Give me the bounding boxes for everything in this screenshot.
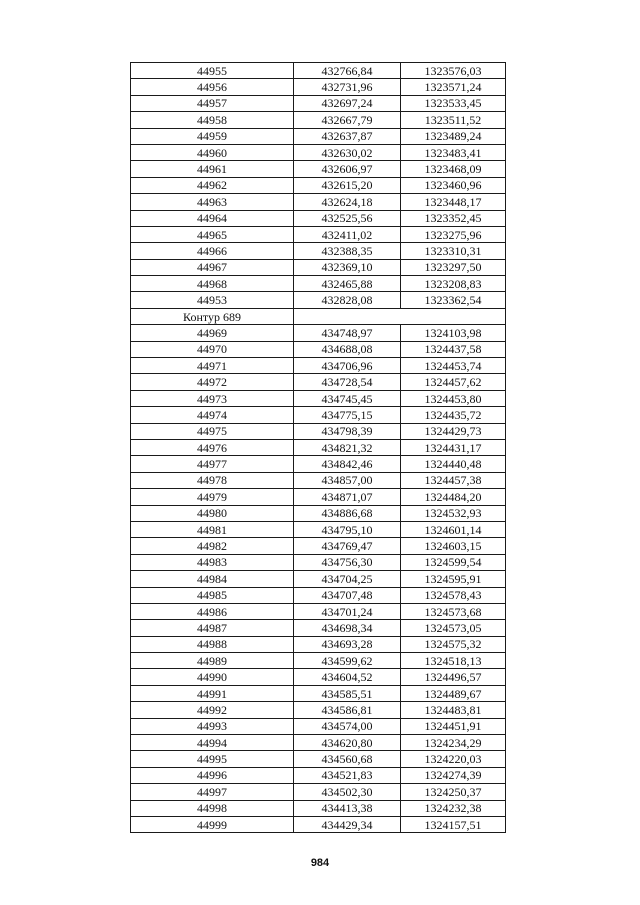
table-row (131, 128, 506, 144)
point-id-cell: 44987 (131, 620, 294, 636)
y-coordinate-cell: 1324599,54 (401, 554, 506, 570)
table-row (131, 702, 506, 718)
point-id-cell: 44973 (131, 390, 294, 406)
x-coordinate-cell: 434769,47 (294, 538, 401, 554)
table-row (131, 407, 506, 423)
x-coordinate-cell: 434798,39 (294, 423, 401, 439)
point-id-cell: 44998 (131, 800, 294, 816)
point-id-cell: 44958 (131, 112, 294, 128)
table-row (131, 341, 506, 357)
y-coordinate-cell: 1324431,17 (401, 439, 506, 455)
table-row (131, 784, 506, 800)
x-coordinate-cell: 434707,48 (294, 587, 401, 603)
x-coordinate-cell: 434688,08 (294, 341, 401, 357)
x-coordinate-cell: 432667,79 (294, 112, 401, 128)
x-coordinate-cell: 434429,34 (294, 816, 401, 832)
x-coordinate-cell: 432637,87 (294, 128, 401, 144)
point-id-cell: 44970 (131, 341, 294, 357)
point-id-cell: 44981 (131, 521, 294, 537)
point-id-cell: 44996 (131, 767, 294, 783)
x-coordinate-cell: 434698,34 (294, 620, 401, 636)
y-coordinate-cell: 1324453,74 (401, 358, 506, 374)
y-coordinate-cell: 1324603,15 (401, 538, 506, 554)
point-id-cell: 44968 (131, 276, 294, 292)
x-coordinate-cell: 432624,18 (294, 194, 401, 210)
y-coordinate-cell: 1324496,57 (401, 669, 506, 685)
x-coordinate-cell: 434560,68 (294, 751, 401, 767)
point-id-cell: 44964 (131, 210, 294, 226)
table-row (131, 79, 506, 95)
coordinates-table (130, 62, 506, 833)
y-coordinate-cell: 1324483,81 (401, 702, 506, 718)
table-row (131, 243, 506, 259)
coordinates-table-body (131, 63, 506, 833)
x-coordinate-cell: 432606,97 (294, 161, 401, 177)
point-id-cell: 44983 (131, 554, 294, 570)
table-row (131, 194, 506, 210)
x-coordinate-cell: 434574,00 (294, 718, 401, 734)
y-coordinate-cell: 1323576,03 (401, 63, 506, 79)
y-coordinate-cell: 1324573,05 (401, 620, 506, 636)
y-coordinate-cell: 1324250,37 (401, 784, 506, 800)
x-coordinate-cell: 434620,80 (294, 735, 401, 751)
point-id-cell: 44963 (131, 194, 294, 210)
x-coordinate-cell: 434775,15 (294, 407, 401, 423)
table-row (131, 587, 506, 603)
y-coordinate-cell: 1324437,58 (401, 341, 506, 357)
table-row (131, 112, 506, 128)
point-id-cell: 44955 (131, 63, 294, 79)
y-coordinate-cell: 1324103,98 (401, 325, 506, 341)
table-row (131, 390, 506, 406)
x-coordinate-cell: 434728,54 (294, 374, 401, 390)
table-row (131, 603, 506, 619)
table-row (131, 816, 506, 832)
point-id-cell: 44979 (131, 489, 294, 505)
table-row (131, 489, 506, 505)
y-coordinate-cell: 1323352,45 (401, 210, 506, 226)
point-id-cell: 44992 (131, 702, 294, 718)
x-coordinate-cell: 432731,96 (294, 79, 401, 95)
point-id-cell: 44965 (131, 226, 294, 242)
x-coordinate-cell: 434871,07 (294, 489, 401, 505)
point-id-cell: 44976 (131, 439, 294, 455)
table-row (131, 669, 506, 685)
point-id-cell: 44993 (131, 718, 294, 734)
table-row (131, 538, 506, 554)
y-coordinate-cell: 1324457,38 (401, 472, 506, 488)
table-row (131, 63, 506, 79)
point-id-cell: 44989 (131, 653, 294, 669)
point-id-cell: 44972 (131, 374, 294, 390)
table-row (131, 226, 506, 242)
y-coordinate-cell: 1323448,17 (401, 194, 506, 210)
table-row (131, 800, 506, 816)
x-coordinate-cell: 432630,02 (294, 144, 401, 160)
x-coordinate-cell: 432828,08 (294, 292, 401, 308)
point-id-cell: 44995 (131, 751, 294, 767)
table-row (131, 751, 506, 767)
y-coordinate-cell: 1323208,83 (401, 276, 506, 292)
table-row (131, 521, 506, 537)
point-id-cell: 44985 (131, 587, 294, 603)
y-coordinate-cell: 1324578,43 (401, 587, 506, 603)
x-coordinate-cell: 432766,84 (294, 63, 401, 79)
table-row (131, 259, 506, 275)
x-coordinate-cell: 432525,56 (294, 210, 401, 226)
y-coordinate-cell: 1324575,32 (401, 636, 506, 652)
y-coordinate-cell: 1324532,93 (401, 505, 506, 521)
table-row (131, 95, 506, 111)
point-id-cell: 44967 (131, 259, 294, 275)
table-row (131, 325, 506, 341)
y-coordinate-cell: 1324157,51 (401, 816, 506, 832)
point-id-cell: 44961 (131, 161, 294, 177)
point-id-cell: 44966 (131, 243, 294, 259)
table-row (131, 456, 506, 472)
point-id-cell: 44986 (131, 603, 294, 619)
y-coordinate-cell: 1324232,38 (401, 800, 506, 816)
x-coordinate-cell: 434413,38 (294, 800, 401, 816)
table-row (131, 161, 506, 177)
x-coordinate-cell: 432411,02 (294, 226, 401, 242)
x-coordinate-cell: 434886,68 (294, 505, 401, 521)
point-id-cell: 44994 (131, 735, 294, 751)
page-number: 984 (310, 857, 330, 869)
table-row (131, 423, 506, 439)
table-row (131, 177, 506, 193)
point-id-cell: 44997 (131, 784, 294, 800)
point-id-cell: 44977 (131, 456, 294, 472)
point-id-cell: 44984 (131, 571, 294, 587)
y-coordinate-cell: 1324220,03 (401, 751, 506, 767)
point-id-cell: 44974 (131, 407, 294, 423)
point-id-cell: 44999 (131, 816, 294, 832)
point-id-cell: 44988 (131, 636, 294, 652)
x-coordinate-cell: 434586,81 (294, 702, 401, 718)
y-coordinate-cell: 1324595,91 (401, 571, 506, 587)
empty-cell (401, 308, 506, 324)
table-row (131, 620, 506, 636)
y-coordinate-cell: 1324457,62 (401, 374, 506, 390)
table-row (131, 554, 506, 570)
y-coordinate-cell: 1323468,09 (401, 161, 506, 177)
x-coordinate-cell: 434842,46 (294, 456, 401, 472)
point-id-cell: 44962 (131, 177, 294, 193)
x-coordinate-cell: 432465,88 (294, 276, 401, 292)
table-row (131, 685, 506, 701)
y-coordinate-cell: 1324573,68 (401, 603, 506, 619)
table-row (131, 767, 506, 783)
point-id-cell: 44957 (131, 95, 294, 111)
x-coordinate-cell: 434704,25 (294, 571, 401, 587)
x-coordinate-cell: 434693,28 (294, 636, 401, 652)
y-coordinate-cell: 1324429,73 (401, 423, 506, 439)
table-row (131, 358, 506, 374)
x-coordinate-cell: 432615,20 (294, 177, 401, 193)
y-coordinate-cell: 1323489,24 (401, 128, 506, 144)
table-row (131, 571, 506, 587)
y-coordinate-cell: 1323362,54 (401, 292, 506, 308)
point-id-cell: 44971 (131, 358, 294, 374)
y-coordinate-cell: 1324234,29 (401, 735, 506, 751)
x-coordinate-cell: 434745,45 (294, 390, 401, 406)
x-coordinate-cell: 434795,10 (294, 521, 401, 537)
table-row (131, 292, 506, 308)
table-row (131, 653, 506, 669)
point-id-cell: 44978 (131, 472, 294, 488)
x-coordinate-cell: 434585,51 (294, 685, 401, 701)
table-row (131, 276, 506, 292)
table-row (131, 636, 506, 652)
x-coordinate-cell: 434521,83 (294, 767, 401, 783)
point-id-cell: 44959 (131, 128, 294, 144)
y-coordinate-cell: 1324274,39 (401, 767, 506, 783)
x-coordinate-cell: 432697,24 (294, 95, 401, 111)
y-coordinate-cell: 1323571,24 (401, 79, 506, 95)
table-row (131, 472, 506, 488)
section-label: Контур 689 (131, 308, 294, 324)
x-coordinate-cell: 432369,10 (294, 259, 401, 275)
y-coordinate-cell: 1323297,50 (401, 259, 506, 275)
y-coordinate-cell: 1324601,14 (401, 521, 506, 537)
y-coordinate-cell: 1324435,72 (401, 407, 506, 423)
table-row (131, 439, 506, 455)
section-header-row (131, 308, 506, 324)
y-coordinate-cell: 1323483,41 (401, 144, 506, 160)
y-coordinate-cell: 1323275,96 (401, 226, 506, 242)
x-coordinate-cell: 434756,30 (294, 554, 401, 570)
point-id-cell: 44990 (131, 669, 294, 685)
table-row (131, 718, 506, 734)
point-id-cell: 44960 (131, 144, 294, 160)
table-row (131, 505, 506, 521)
y-coordinate-cell: 1324440,48 (401, 456, 506, 472)
y-coordinate-cell: 1323460,96 (401, 177, 506, 193)
point-id-cell: 44991 (131, 685, 294, 701)
empty-cell (294, 308, 401, 324)
x-coordinate-cell: 432388,35 (294, 243, 401, 259)
table-row (131, 144, 506, 160)
x-coordinate-cell: 434857,00 (294, 472, 401, 488)
point-id-cell: 44953 (131, 292, 294, 308)
x-coordinate-cell: 434821,32 (294, 439, 401, 455)
y-coordinate-cell: 1324518,13 (401, 653, 506, 669)
x-coordinate-cell: 434701,24 (294, 603, 401, 619)
x-coordinate-cell: 434748,97 (294, 325, 401, 341)
x-coordinate-cell: 434706,96 (294, 358, 401, 374)
point-id-cell: 44975 (131, 423, 294, 439)
point-id-cell: 44956 (131, 79, 294, 95)
x-coordinate-cell: 434604,52 (294, 669, 401, 685)
x-coordinate-cell: 434599,62 (294, 653, 401, 669)
y-coordinate-cell: 1324453,80 (401, 390, 506, 406)
y-coordinate-cell: 1324489,67 (401, 685, 506, 701)
y-coordinate-cell: 1323533,45 (401, 95, 506, 111)
x-coordinate-cell: 434502,30 (294, 784, 401, 800)
y-coordinate-cell: 1323310,31 (401, 243, 506, 259)
table-row (131, 735, 506, 751)
point-id-cell: 44980 (131, 505, 294, 521)
point-id-cell: 44969 (131, 325, 294, 341)
y-coordinate-cell: 1324484,20 (401, 489, 506, 505)
point-id-cell: 44982 (131, 538, 294, 554)
y-coordinate-cell: 1323511,52 (401, 112, 506, 128)
y-coordinate-cell: 1324451,91 (401, 718, 506, 734)
table-row (131, 210, 506, 226)
table-row (131, 374, 506, 390)
